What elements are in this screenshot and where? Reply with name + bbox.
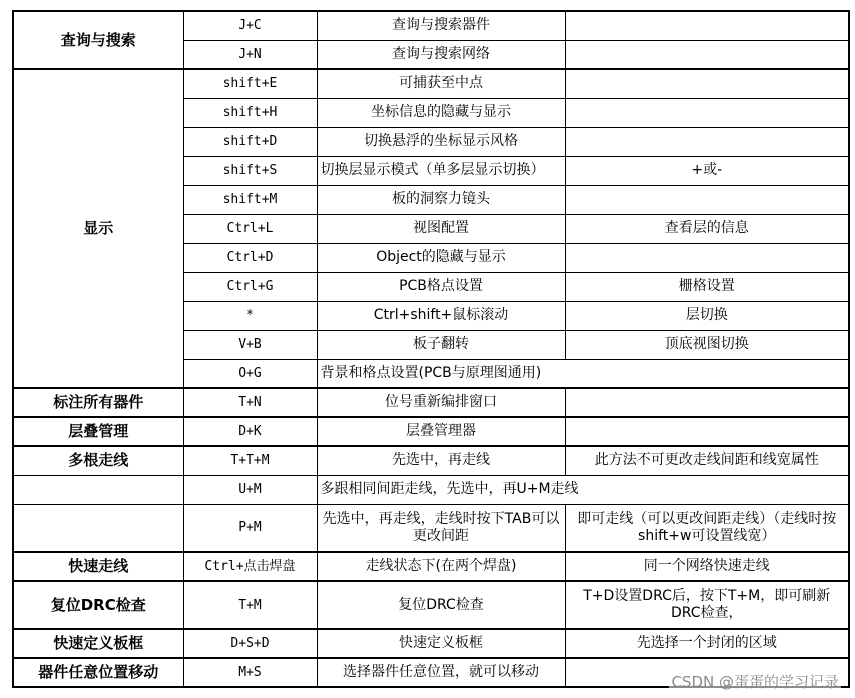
shortcut-key-cell: U+M: [183, 475, 317, 504]
description-cell: 背景和格点设置(PCB与原理图通用): [317, 359, 849, 388]
note-cell: 同一个网络快速走线: [565, 552, 849, 581]
shortcut-key-cell: J+N: [183, 40, 317, 69]
description-cell: 快速定义板框: [317, 629, 565, 658]
table-row: [13, 388, 849, 417]
category-cell: 复位DRC检查: [13, 581, 183, 629]
description-cell: 查询与搜索网络: [317, 40, 565, 69]
description-cell: 多跟相同间距走线，先选中，再U+M走线: [317, 475, 849, 504]
description-cell: PCB格点设置: [317, 272, 565, 301]
shortcut-key-cell: Ctrl+D: [183, 243, 317, 272]
category-cell: 查询与搜索: [13, 11, 183, 69]
note-cell: [565, 185, 849, 214]
description-cell: 板的洞察力镜头: [317, 185, 565, 214]
shortcut-key-cell: V+B: [183, 330, 317, 359]
note-cell: [565, 69, 849, 98]
shortcut-key-cell: J+C: [183, 11, 317, 40]
note-cell: [565, 40, 849, 69]
category-cell: 器件任意位置移动: [13, 658, 183, 687]
watermark: CSDN @蛋蛋的学习记录: [671, 673, 839, 691]
note-cell: 栅格设置: [565, 272, 849, 301]
shortcut-key-cell: Ctrl+L: [183, 214, 317, 243]
table-row: [13, 552, 849, 581]
shortcut-key-cell: D+S+D: [183, 629, 317, 658]
table-row: [13, 69, 849, 98]
table-row: [13, 581, 849, 629]
shortcut-key-cell: *: [183, 301, 317, 330]
category-cell: [13, 504, 183, 552]
table-row: [13, 475, 849, 504]
note-cell: +或-: [565, 156, 849, 185]
shortcut-key-cell: T+N: [183, 388, 317, 417]
category-cell: 显示: [13, 69, 183, 388]
description-cell: 板子翻转: [317, 330, 565, 359]
note-cell: 顶底视图切换: [565, 330, 849, 359]
description-cell: 位号重新编排窗口: [317, 388, 565, 417]
note-cell: 层切换: [565, 301, 849, 330]
description-cell: 复位DRC检查: [317, 581, 565, 629]
shortcut-key-cell: shift+D: [183, 127, 317, 156]
note-cell: [565, 243, 849, 272]
note-cell: [565, 98, 849, 127]
table-row: [13, 417, 849, 446]
category-cell: 层叠管理: [13, 417, 183, 446]
note-cell: [565, 417, 849, 446]
category-cell: 标注所有器件: [13, 388, 183, 417]
description-cell: 选择器件任意位置，就可以移动: [317, 658, 565, 687]
shortcut-key-cell: T+T+M: [183, 446, 317, 475]
note-cell: 先选择一个封闭的区域: [565, 629, 849, 658]
shortcut-key-cell: shift+M: [183, 185, 317, 214]
shortcut-key-cell: D+K: [183, 417, 317, 446]
note-cell: T+D设置DRC后，按下T+M，即可刷新DRC检查，: [565, 581, 849, 629]
description-cell: 切换悬浮的坐标显示风格: [317, 127, 565, 156]
category-cell: 快速走线: [13, 552, 183, 581]
description-cell: 走线状态下(在两个焊盘): [317, 552, 565, 581]
description-cell: 先选中，再走线，走线时按下TAB可以更改间距: [317, 504, 565, 552]
description-cell: 视图配置: [317, 214, 565, 243]
shortcut-key-cell: shift+E: [183, 69, 317, 98]
shortcut-key-cell: M+S: [183, 658, 317, 687]
table-row: [13, 629, 849, 658]
table-row: [13, 11, 849, 40]
description-cell: 查询与搜索器件: [317, 11, 565, 40]
description-cell: Object的隐藏与显示: [317, 243, 565, 272]
note-cell: 查看层的信息: [565, 214, 849, 243]
shortcut-key-cell: T+M: [183, 581, 317, 629]
shortcut-table: [12, 10, 850, 688]
description-cell: 可捕获至中点: [317, 69, 565, 98]
description-cell: 先选中，再走线: [317, 446, 565, 475]
shortcut-key-cell: shift+S: [183, 156, 317, 185]
description-cell: Ctrl+shift+鼠标滚动: [317, 301, 565, 330]
description-cell: 切换层显示模式（单多层显示切换）: [317, 156, 565, 185]
shortcut-key-cell: O+G: [183, 359, 317, 388]
table-row: [13, 504, 849, 552]
description-cell: 坐标信息的隐藏与显示: [317, 98, 565, 127]
note-cell: 即可走线（可以更改间距走线）（走线时按shift+w可设置线宽）: [565, 504, 849, 552]
shortcut-key-cell: P+M: [183, 504, 317, 552]
category-cell: [13, 475, 183, 504]
note-cell: [565, 388, 849, 417]
note-cell: [565, 127, 849, 156]
description-cell: 层叠管理器: [317, 417, 565, 446]
table-row: [13, 446, 849, 475]
shortcut-key-cell: Ctrl+G: [183, 272, 317, 301]
shortcut-key-cell: Ctrl+点击焊盘: [183, 552, 317, 581]
category-cell: 多根走线: [13, 446, 183, 475]
category-cell: 快速定义板框: [13, 629, 183, 658]
shortcut-key-cell: shift+H: [183, 98, 317, 127]
note-cell: 此方法不可更改走线间距和线宽属性: [565, 446, 849, 475]
note-cell: [565, 11, 849, 40]
